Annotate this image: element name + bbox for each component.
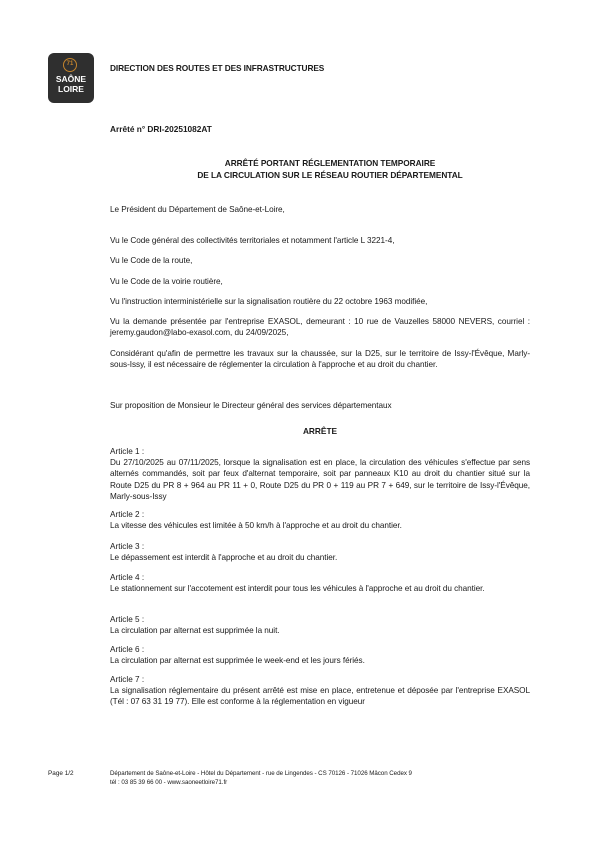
article-5-text: La circulation par alternat est supprimée la nuit.: [110, 626, 280, 635]
consideration-request: Vu la demande présentée par l'entreprise EXASOL, demeurant : 10 rue de Vauzelles 58000 NEVERS, courriel : jeremy.gaudon@labo-exasol.com, du 24/09/2025,: [110, 317, 530, 338]
proposal-line: Sur proposition de Monsieur le Directeur général des services départementaux: [110, 401, 392, 410]
article-6-heading: Article 6 :: [110, 645, 145, 654]
footer-address: Département de Saône-et-Loire - Hôtel du Département - rue de Lingendes - CS 70126 - 71026 Mâcon Cedex 9: [110, 770, 412, 777]
consideration-code-route: Vu le Code de la route,: [110, 256, 193, 265]
department-logo: [48, 53, 94, 103]
article-6-text: La circulation par alternat est supprimée le week-end et les jours fériés.: [110, 656, 365, 665]
article-5-heading: Article 5 :: [110, 615, 145, 624]
article-4-heading: Article 4 :: [110, 573, 145, 582]
logo-emblem-icon: 71: [63, 58, 77, 72]
title-line-2: DE LA CIRCULATION SUR LE RÉSEAU ROUTIER DÉPARTEMENTAL: [197, 170, 463, 180]
article-2-heading: Article 2 :: [110, 510, 145, 519]
president-line: Le Président du Département de Saône-et-Loire,: [110, 205, 285, 214]
article-7-heading: Article 7 :: [110, 675, 145, 684]
logo-line-1: SAÔNE: [55, 74, 87, 84]
decree-number: Arrêté n° DRI-20251082AT: [110, 124, 212, 134]
article-3-heading: Article 3 :: [110, 542, 145, 551]
article-4-text: Le stationnement sur l'accotement est interdit pour tous les véhicules à l'approche et au droit du chantier.: [110, 584, 485, 593]
page-number: Page 1/2: [48, 770, 74, 777]
article-7-text: La signalisation réglementaire du présent arrêté est mise en place, entretenue et déposée par l'entreprise EXASOL (Tél : 07 63 31 19 77). Elle est conforme à la réglementation en vigueur: [110, 686, 530, 707]
consideration-code-collectivites: Vu le Code général des collectivités territoriales et notamment l'article L 3221-4,: [110, 236, 395, 245]
title-line-1: ARRÊTÉ PORTANT RÉGLEMENTATION TEMPORAIRE: [224, 158, 436, 168]
consideration-code-voirie: Vu le Code de la voirie routière,: [110, 277, 223, 286]
directorate-heading: DIRECTION DES ROUTES ET DES INFRASTRUCTURES: [110, 63, 325, 73]
consideration-instruction: Vu l'instruction interministérielle sur la signalisation routière du 22 octobre 1963 modifiée,: [110, 297, 428, 306]
consideration-purpose: Considérant qu'afin de permettre les travaux sur la chaussée, sur la D25, sur le territoire de Issy-l'Évêque, Marly-sous-Issy, il est nécessaire de réglementer la circulation à l'approche et au droit du chantier.: [110, 349, 530, 370]
article-3-text: Le dépassement est interdit à l'approche et au droit du chantier.: [110, 553, 338, 562]
article-2-text: La vitesse des véhicules est limitée à 50 km/h à l'approche et au droit du chantier.: [110, 521, 402, 530]
decree-heading: ARRÊTE: [302, 426, 338, 436]
footer-contact: tél : 03 85 39 66 00 - www.saoneetloire71.fr: [110, 779, 228, 786]
article-1-heading: Article 1 :: [110, 447, 145, 456]
article-1-text: Du 27/10/2025 au 07/11/2025, lorsque la signalisation est en place, la circulation des véhicules s'effectue par sens alternés commandés, soit par feux d'alternat temporaire, soit par panneaux K10 au droit du chantier situé sur la Route D25 du PR 8 + 964 au PR 11 + 0, Route D25 du PR 0 + 119 au PR 7 + 649, sur le territoire de Issy-l'Évêque, Marly-sous-Issy: [110, 458, 530, 502]
logo-line-2: LOIRE: [58, 84, 84, 94]
